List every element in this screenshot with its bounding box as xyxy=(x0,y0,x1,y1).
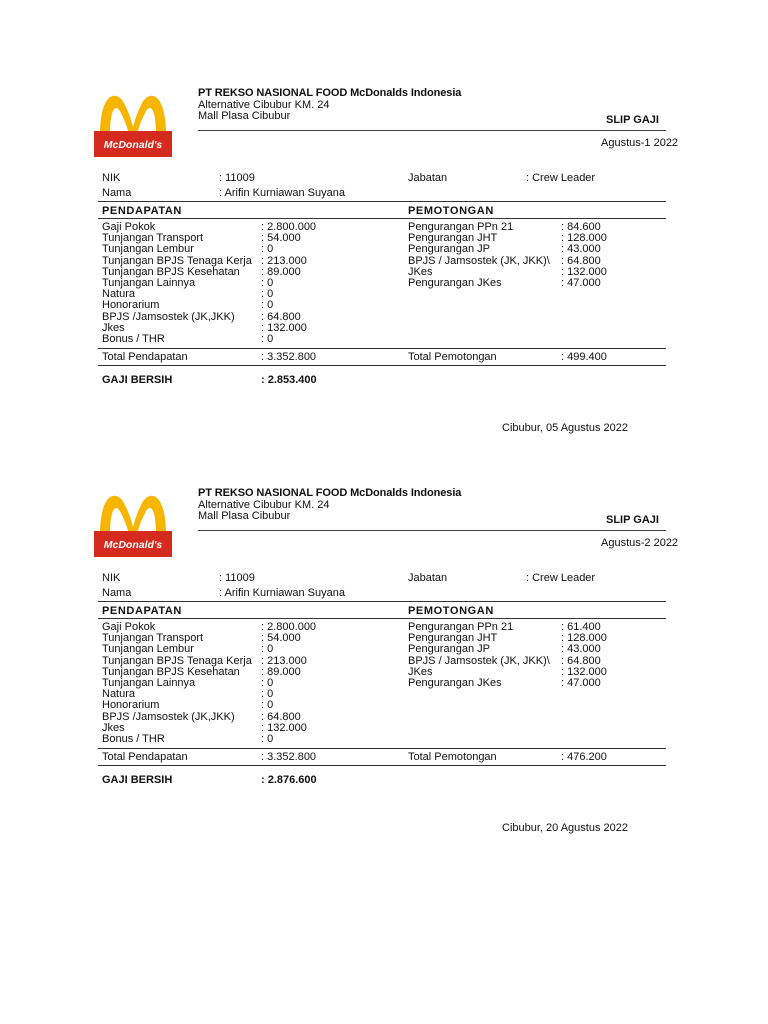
deduction-value: : 64.800 xyxy=(561,654,601,667)
nama-label: Nama xyxy=(102,187,132,199)
earning-label: Bonus / THR xyxy=(102,732,165,745)
earning-label: Natura xyxy=(102,288,136,301)
earning-value: : 54.000 xyxy=(261,232,301,245)
deductions-labels xyxy=(408,222,550,289)
deduction-value: : 128.000 xyxy=(561,232,607,245)
nik-label: NIK xyxy=(102,172,121,184)
deduction-value: : 132.000 xyxy=(561,665,607,678)
mcdonalds-logo xyxy=(94,85,172,157)
company-address-line2: Mall Plasa Cibubur xyxy=(198,110,291,122)
deduction-value: : 43.000 xyxy=(561,243,601,256)
jabatan-value: : Crew Leader xyxy=(526,572,596,584)
deduction-value: : 64.800 xyxy=(561,254,601,267)
pendapatan-title: PENDAPATAN xyxy=(102,205,182,217)
earning-label: Tunjangan Transport xyxy=(102,232,204,245)
deductions-labels xyxy=(408,622,550,689)
earning-label: Honorarium xyxy=(102,699,160,712)
deduction-value: : 128.000 xyxy=(561,632,607,645)
earning-label: Gaji Pokok xyxy=(102,621,156,633)
nama-label: Nama xyxy=(102,587,132,599)
deduction-label: Pengurangan JHT xyxy=(408,632,498,645)
earning-value: : 0 xyxy=(261,276,274,289)
earning-value: : 54.000 xyxy=(261,632,301,645)
company-address-line1: Alternative Cibubur KM. 24 xyxy=(198,99,330,111)
totals-divider xyxy=(98,348,666,349)
earning-label: Tunjangan Lainnya xyxy=(102,676,196,689)
earning-label: Tunjangan Lembur xyxy=(102,243,194,256)
deduction-label: Pengurangan JP xyxy=(408,643,490,656)
earnings-values xyxy=(261,222,316,345)
earning-value: : 0 xyxy=(261,299,274,312)
place-date: Cibubur, 05 Agustus 2022 xyxy=(502,422,628,434)
place-date: Cibubur, 20 Agustus 2022 xyxy=(502,822,628,834)
total-pendapatan-label: Total Pendapatan xyxy=(102,751,188,763)
pendapatan-title: PENDAPATAN xyxy=(102,605,182,617)
earning-value: : 213.000 xyxy=(261,654,307,667)
earning-value: : 64.800 xyxy=(261,310,301,323)
deduction-value: : 132.000 xyxy=(561,265,607,278)
earning-value: : 89.000 xyxy=(261,665,301,678)
deduction-label: JKes xyxy=(408,265,433,278)
totals-divider xyxy=(98,748,666,749)
gaji-bersih-label: GAJI BERSIH xyxy=(102,774,173,786)
deduction-value: : 47.000 xyxy=(561,276,601,289)
deduction-label: Pengurangan JP xyxy=(408,243,490,256)
deduction-value: : 84.600 xyxy=(561,221,601,233)
earning-label: Tunjangan Lainnya xyxy=(102,276,196,289)
nik-value: : 11009 xyxy=(219,572,255,584)
deduction-label: Pengurangan JKes xyxy=(408,276,502,289)
deduction-label: Pengurangan PPn 21 xyxy=(408,221,514,233)
total-pemotongan-label: Total Pemotongan xyxy=(408,351,497,363)
earning-value: : 0 xyxy=(261,699,274,712)
earning-value: : 0 xyxy=(261,288,274,301)
earning-label: Bonus / THR xyxy=(102,332,165,345)
nama-value: : Arifin Kurniawan Suyana xyxy=(219,587,345,599)
total-pendapatan-value: : 3.352.800 xyxy=(261,351,317,363)
section-divider xyxy=(98,218,666,219)
svg-text:McDonald's: McDonald's xyxy=(103,539,163,551)
earning-value: : 0 xyxy=(261,688,274,701)
earning-value: : 2.800.000 xyxy=(261,621,317,633)
earnings-labels xyxy=(102,222,252,345)
deduction-label: Pengurangan PPn 21 xyxy=(408,621,514,633)
header-divider xyxy=(198,530,666,531)
payslip-1 xyxy=(0,0,768,434)
earning-label: Tunjangan Transport xyxy=(102,632,204,645)
pemotongan-title: PEMOTONGAN xyxy=(408,205,494,217)
earning-label: Jkes xyxy=(102,321,125,334)
deductions-values xyxy=(561,222,607,289)
earning-value: : 89.000 xyxy=(261,265,301,278)
svg-text:McDonald's: McDonald's xyxy=(103,139,163,151)
jabatan-label: Jabatan xyxy=(408,572,448,584)
earning-label: BPJS /Jamsostek (JK,JKK) xyxy=(102,310,235,323)
deduction-value: : 61.400 xyxy=(561,621,601,633)
earning-value: : 2.800.000 xyxy=(261,221,317,233)
section-divider xyxy=(98,601,666,602)
deduction-label: JKes xyxy=(408,665,433,678)
company-address-line1: Alternative Cibubur KM. 24 xyxy=(198,499,330,511)
deduction-label: BPJS / Jamsostek (JK, JKK)\ xyxy=(408,654,550,667)
earning-label: Gaji Pokok xyxy=(102,221,156,233)
earning-value: : 0 xyxy=(261,332,274,345)
total-pendapatan-label: Total Pendapatan xyxy=(102,351,188,363)
deduction-label: Pengurangan JHT xyxy=(408,232,498,245)
nik-label: NIK xyxy=(102,572,121,584)
payslip-2 xyxy=(0,400,768,834)
earning-label: Tunjangan BPJS Kesehatan xyxy=(102,665,240,678)
slip-title: SLIP GAJI xyxy=(606,114,659,126)
deduction-label: Pengurangan JKes xyxy=(408,676,502,689)
earning-label: Tunjangan Lembur xyxy=(102,643,194,656)
earning-value: : 0 xyxy=(261,732,274,745)
slip-period: Agustus-1 2022 xyxy=(601,137,679,149)
pemotongan-title: PEMOTONGAN xyxy=(408,605,494,617)
company-name: PT REKSO NASIONAL FOOD McDonalds Indonesia xyxy=(198,87,462,99)
earning-value: : 64.800 xyxy=(261,710,301,723)
deduction-value: : 47.000 xyxy=(561,676,601,689)
slip-period: Agustus-2 2022 xyxy=(601,537,679,549)
earning-value: : 0 xyxy=(261,676,274,689)
section-divider xyxy=(98,201,666,202)
jabatan-value: : Crew Leader xyxy=(526,172,596,184)
earning-value: : 213.000 xyxy=(261,254,307,267)
earning-label: BPJS /Jamsostek (JK,JKK) xyxy=(102,710,235,723)
earning-label: Natura xyxy=(102,688,136,701)
earning-label: Tunjangan BPJS Tenaga Kerja xyxy=(102,254,252,267)
gaji-bersih-value: : 2.876.600 xyxy=(261,774,317,786)
jabatan-label: Jabatan xyxy=(408,172,448,184)
gaji-bersih-label: GAJI BERSIH xyxy=(102,374,173,386)
company-name: PT REKSO NASIONAL FOOD McDonalds Indonesia xyxy=(198,487,462,499)
totals-divider xyxy=(98,765,666,766)
total-pemotongan-label: Total Pemotongan xyxy=(408,751,497,763)
deduction-label: BPJS / Jamsostek (JK, JKK)\ xyxy=(408,254,550,267)
deduction-value: : 43.000 xyxy=(561,643,601,656)
total-pemotongan-value: : 476.200 xyxy=(561,751,607,763)
earning-value: : 0 xyxy=(261,243,274,256)
header-divider xyxy=(198,130,666,131)
nik-value: : 11009 xyxy=(219,172,255,184)
gaji-bersih-value: : 2.853.400 xyxy=(261,374,317,386)
nama-value: : Arifin Kurniawan Suyana xyxy=(219,187,345,199)
earning-value: : 132.000 xyxy=(261,721,307,734)
earning-label: Jkes xyxy=(102,721,125,734)
mcdonalds-logo xyxy=(94,485,172,557)
earning-label: Honorarium xyxy=(102,299,160,312)
earnings-values xyxy=(261,622,316,745)
total-pemotongan-value: : 499.400 xyxy=(561,351,607,363)
company-address-line2: Mall Plasa Cibubur xyxy=(198,510,291,522)
earnings-labels xyxy=(102,622,252,745)
total-pendapatan-value: : 3.352.800 xyxy=(261,751,317,763)
earning-label: Tunjangan BPJS Kesehatan xyxy=(102,265,240,278)
earning-label: Tunjangan BPJS Tenaga Kerja xyxy=(102,654,252,667)
earning-value: : 132.000 xyxy=(261,321,307,334)
deductions-values xyxy=(561,622,607,689)
section-divider xyxy=(98,618,666,619)
totals-divider xyxy=(98,365,666,366)
slip-title: SLIP GAJI xyxy=(606,514,659,526)
earning-value: : 0 xyxy=(261,643,274,656)
